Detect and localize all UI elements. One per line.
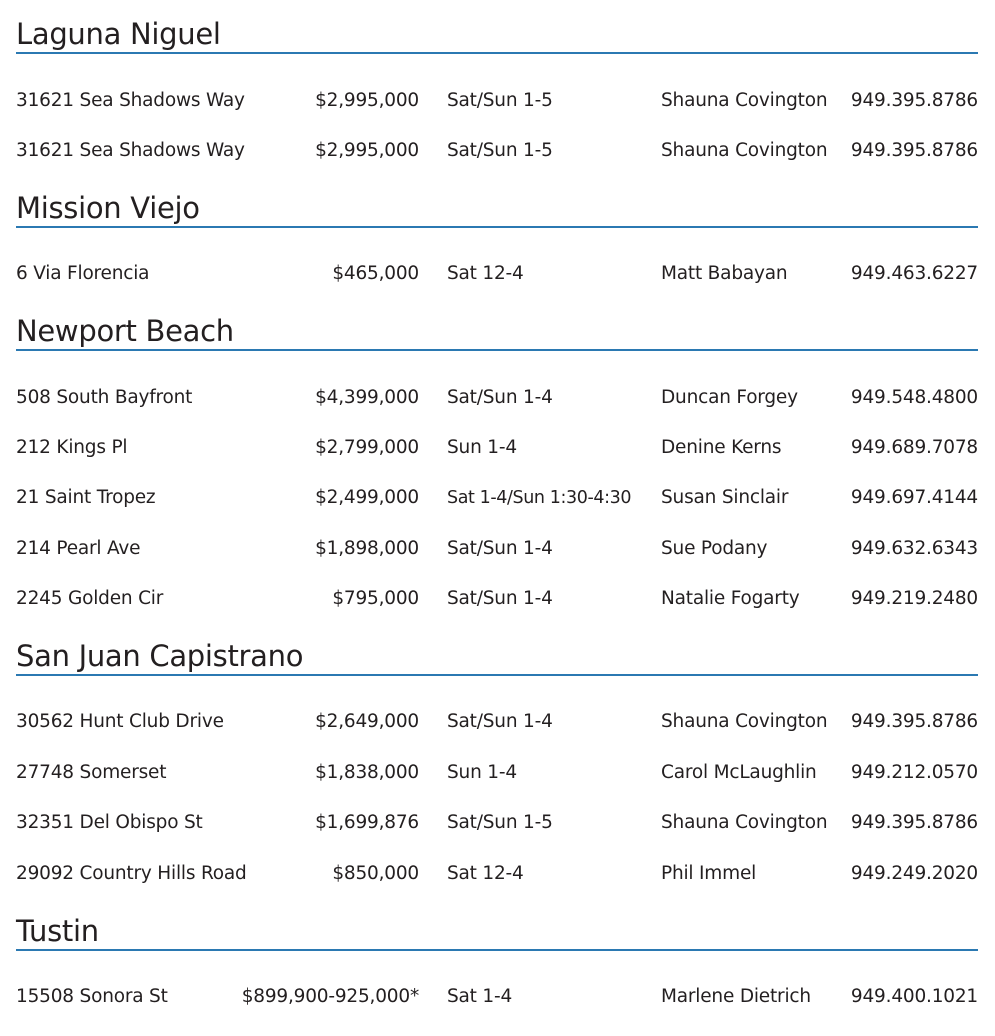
- listing-hours: Sat/Sun 1-4: [447, 711, 553, 732]
- listing-address: 21 Saint Tropez: [16, 487, 156, 508]
- listing-phone: 949.463.6227: [850, 263, 978, 284]
- listing-phone: 949.395.8786: [850, 711, 978, 732]
- listing-hours: Sat/Sun 1-5: [447, 90, 553, 111]
- listing-phone: 949.395.8786: [850, 812, 978, 833]
- listing-phone: 949.212.0570: [850, 762, 978, 783]
- listing-agent: Natalie Fogarty: [661, 588, 800, 609]
- listing-address: 6 Via Florencia: [16, 263, 150, 284]
- listing-address: 31621 Sea Shadows Way: [16, 90, 245, 111]
- listing-price: $465,000: [332, 263, 419, 284]
- listing-hours: Sat 12-4: [447, 863, 524, 884]
- listing-address: 31621 Sea Shadows Way: [16, 140, 245, 161]
- listing-price: $2,995,000: [315, 90, 419, 111]
- city-title: Newport Beach: [16, 314, 234, 348]
- listing-price: $899,900-925,000*: [241, 986, 419, 1007]
- listing-address: 27748 Somerset: [16, 762, 167, 783]
- listing-row: [16, 586, 978, 612]
- listing-agent: Susan Sinclair: [661, 487, 789, 508]
- listing-address: 32351 Del Obispo St: [16, 812, 203, 833]
- city-title: Mission Viejo: [16, 191, 200, 225]
- listing-address: 508 South Bayfront: [16, 387, 193, 408]
- section-heading-tustin: [16, 911, 978, 951]
- listing-price: $4,399,000: [315, 387, 419, 408]
- listing-hours: Sat 12-4: [447, 263, 524, 284]
- section-heading-mission-viejo: [16, 188, 978, 228]
- listing-price: $2,799,000: [315, 437, 419, 458]
- listing-hours: Sun 1-4: [447, 437, 517, 458]
- listing-address: 29092 Country Hills Road: [16, 863, 247, 884]
- listing-row: [16, 88, 978, 114]
- section-heading-san-juan-capistrano: [16, 636, 978, 676]
- listing-address: 214 Pearl Ave: [16, 538, 141, 559]
- listing-row: [16, 861, 978, 887]
- listing-row: [16, 385, 978, 411]
- listing-agent: Duncan Forgey: [661, 387, 798, 408]
- listing-agent: Marlene Dietrich: [661, 986, 811, 1007]
- listing-price: $2,649,000: [315, 711, 419, 732]
- listing-hours: Sun 1-4: [447, 762, 517, 783]
- section-heading-newport-beach: [16, 311, 978, 351]
- listing-row: [16, 138, 978, 164]
- listing-address: 15508 Sonora St: [16, 986, 168, 1007]
- listing-row: [16, 760, 978, 786]
- listing-price: $850,000: [332, 863, 419, 884]
- listing-row: [16, 709, 978, 735]
- listing-row: [16, 485, 978, 511]
- listing-row: [16, 261, 978, 287]
- listing-agent: Phil Immel: [661, 863, 757, 884]
- listing-price: $1,699,876: [315, 812, 419, 833]
- listing-price: $2,995,000: [315, 140, 419, 161]
- listing-phone: 949.400.1021: [850, 986, 978, 1007]
- listing-agent: Denine Kerns: [661, 437, 782, 458]
- listing-price: $1,898,000: [315, 538, 419, 559]
- listing-agent: Carol McLaughlin: [661, 762, 817, 783]
- listing-agent: Shauna Covington: [661, 140, 828, 161]
- listing-agent: Shauna Covington: [661, 711, 828, 732]
- listing-phone: 949.697.4144: [850, 487, 978, 508]
- listing-agent: Matt Babayan: [661, 263, 788, 284]
- listing-phone: 949.249.2020: [850, 863, 978, 884]
- listing-row: [16, 810, 978, 836]
- section-heading-laguna-niguel: [16, 14, 978, 54]
- listing-hours: Sat/Sun 1-4: [447, 387, 553, 408]
- listing-hours: Sat 1-4/Sun 1:30-4:30: [447, 488, 632, 508]
- listing-agent: Sue Podany: [661, 538, 768, 559]
- listing-phone: 949.689.7078: [850, 437, 978, 458]
- listing-price: $2,499,000: [315, 487, 419, 508]
- listing-address: 212 Kings Pl: [16, 437, 128, 458]
- listing-address: 2245 Golden Cir: [16, 588, 164, 609]
- listing-row: [16, 435, 978, 461]
- listing-agent: Shauna Covington: [661, 812, 828, 833]
- listing-price: $1,838,000: [315, 762, 419, 783]
- listing-phone: 949.548.4800: [850, 387, 978, 408]
- listing-agent: Shauna Covington: [661, 90, 828, 111]
- listing-row: [16, 984, 978, 1010]
- listing-hours: Sat/Sun 1-4: [447, 588, 553, 609]
- city-title: Laguna Niguel: [16, 17, 221, 51]
- listing-phone: 949.219.2480: [850, 588, 978, 609]
- city-title: Tustin: [16, 914, 99, 948]
- listing-hours: Sat/Sun 1-5: [447, 140, 553, 161]
- listing-phone: 949.395.8786: [850, 140, 978, 161]
- listing-price: $795,000: [332, 588, 419, 609]
- city-title: San Juan Capistrano: [16, 639, 304, 673]
- listing-hours: Sat/Sun 1-4: [447, 538, 553, 559]
- listing-row: [16, 536, 978, 562]
- listing-phone: 949.632.6343: [850, 538, 978, 559]
- listing-address: 30562 Hunt Club Drive: [16, 711, 224, 732]
- listing-hours: Sat 1-4: [447, 986, 513, 1007]
- listing-phone: 949.395.8786: [850, 90, 978, 111]
- listing-hours: Sat/Sun 1-5: [447, 812, 553, 833]
